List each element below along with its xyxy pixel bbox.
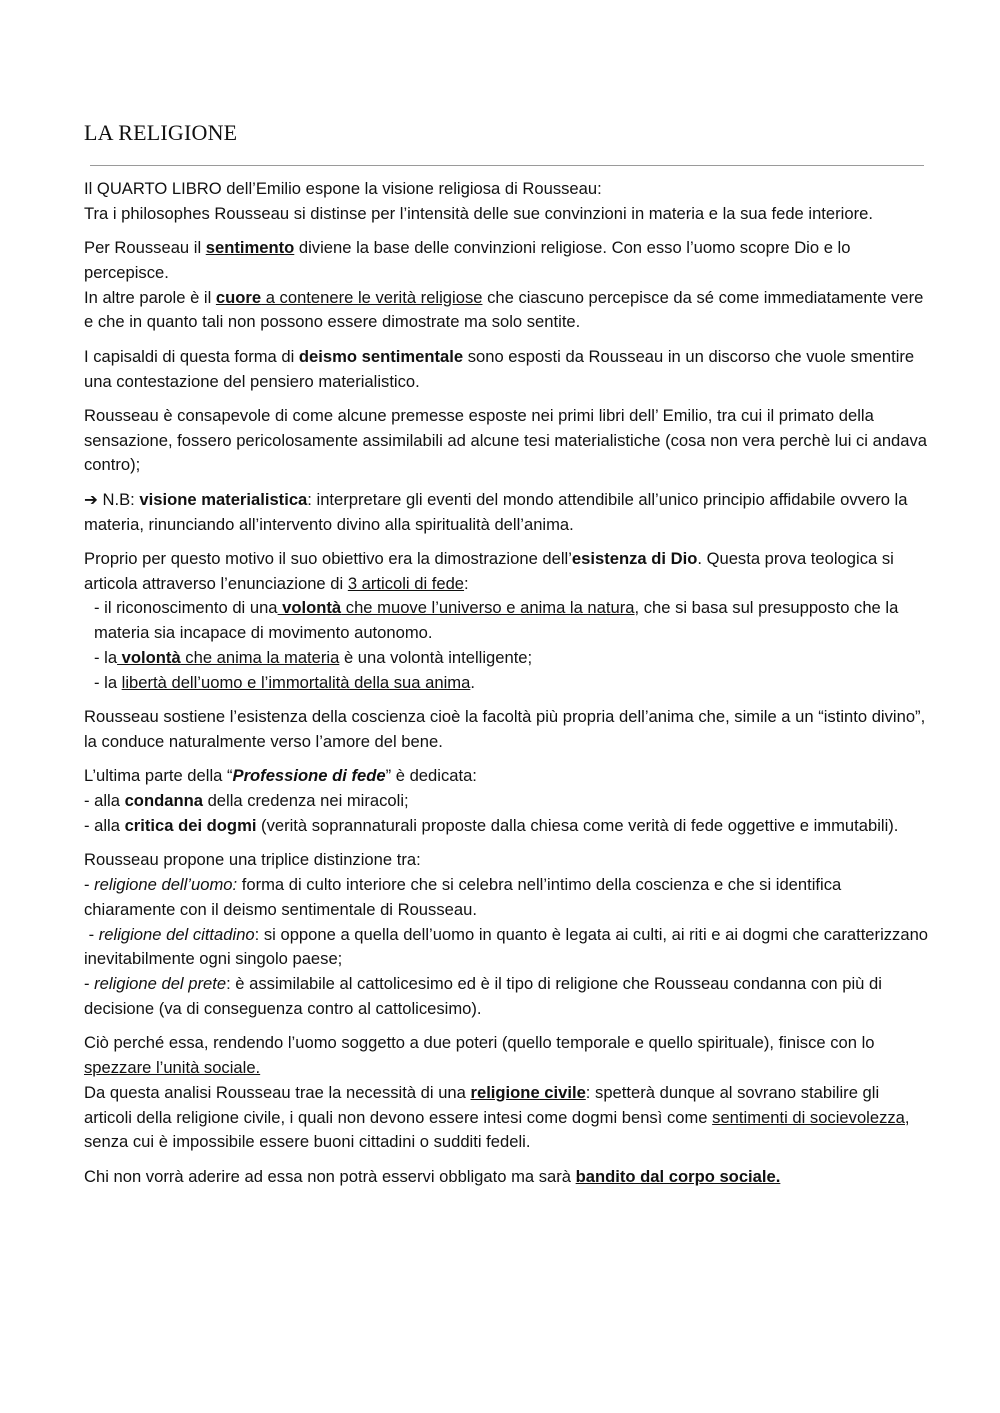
paragraph-intro: Il QUARTO LIBRO dell’Emilio espone la visione religiosa di Rousseau: Tra i philosophes Rousseau si distinse per l’intensità delle sue convinzioni in materia e la sua fede interiore. [84,179,873,223]
paragraph-religione-civile: Ciò perché essa, rendendo l’uomo soggetto a due poteri (quello temporale e quello spirituale), finisce con lo spezzare l’unità sociale. Da questa analisi Rousseau trae la necessità di una religione civile: spetterà dunque al sovrano stabilire gli articoli della religione civile, i quali non devono essere intesi come dogmi bensì come sentimenti di socievolezza, senza cui è impossibile essere buoni cittadini o sudditi fedeli. [84,1033,910,1152]
paragraph-conclusione: Chi non vorrà aderire ad essa non potrà esservi obbligato ma sarà bandito dal corpo sociale. [84,1166,781,1186]
paragraph-sentimento: Per Rousseau il sentimento diviene la base delle convinzioni religiose. Con esso l’uomo scopre Dio e lo percepisce. In altre parole è il cuore a contenere le verità religiose che ciascuno percepisce da sé come immediatamente vere e che in quanto tali non possono essere dimostrate ma solo sentite. [84,238,924,332]
paragraph-coscienza: Rousseau sostiene l’esistenza della coscienza cioè la facoltà più propria dell’anima che, simile a un “istinto divino”, la conduce naturalmente verso l’amore del bene. [84,707,926,751]
paragraph-deismo: I capisaldi di questa forma di deismo sentimentale sono esposti da Rousseau in un discorso che vuole smentire una contestazione del pensiero materialistico. [84,346,915,391]
list-item: - il riconoscimento di una volontà che muove l’universo e anima la natura, che si basa sul presupposto che la materia sia incapace di movimento autonomo. [94,598,899,643]
keyword-deismo-sentimentale: deismo sentimentale [298,346,464,366]
paragraph-professione-di-fede: L’ultima parte della “Professione di fede” è dedicata: - alla condanna della credenza nei miracoli; - alla critica dei dogmi (verità soprannaturali proposte dalla chiesa come verità di fede oggettive e immutabili). [84,766,899,835]
keyword-visione-materialistica: visione materialistica [139,489,308,509]
keyword-religione-civile: religione civile [470,1082,586,1102]
list-item: - la libertà dell’uomo e l’immortalità della sua anima. [94,672,475,692]
keyword-sentimento: sentimento [205,238,295,258]
keyword-articoli-di-fede: 3 articoli di fede [347,573,465,593]
keyword-professione-di-fede: Professione di fede [232,766,386,786]
keyword-esistenza-di-dio: esistenza di Dio [571,548,698,568]
list-item: - la volontà che anima la materia è una volontà intelligente; [94,648,533,668]
paragraph-esistenza-dio: Proprio per questo motivo il suo obiettivo era la dimostrazione dell’esistenza di Dio. Questa prova teologica si articola attraverso l’enunciazione di 3 articoli di fede: - il riconoscimento di una volontà che muove l’universo e anima la natura, che si basa sul presupposto che la materia sia incapace di movimento autonomo. - la volontà che anima la materia è una volontà intelligente; - la libertà dell’uomo e l’immortalità della sua anima. [84,547,929,696]
keyword-cuore: cuore [215,287,262,307]
paragraph-emilio: Rousseau è consapevole di come alcune premesse esposte nei primi libri dell’ Emilio, tra cui il primato della sensazione, fossero pericolosamente assimilabili ad alcune tesi materialistiche (cosa non vera perchè lui ci andava contro); [84,405,928,475]
paragraph-nb: ➔ N.B: visione materialistica: interpretare gli eventi del mondo attendibile all’unico principio affidabile ovvero la materia, rinunciando all’intervento divino alla spiritualità dell’anima. [84,489,908,534]
keyword-bandito: bandito dal corpo sociale. [575,1166,781,1186]
document-body [84,177,929,1199]
paragraph-triplice-distinzione: Rousseau propone una triplice distinzione tra: - religione dell’uomo: forma di culto interiore che si celebra nell’intimo della coscienza e che si identifica chiaramente con il deismo sentimentale di Rousseau. - religione del cittadino: si oppone a quella dell’uomo in quanto è legata ai culti, ai riti e ai dogmi che caratterizzano inevitabilmente ogni singolo paese; - religione del prete: è assimilabile al cattolicesimo ed è il tipo di religione che Rousseau condanna con più di decisione (va di conseguenza contro al cattolicesimo). [84,850,929,1018]
arrow-icon: ➔ N.B: [84,489,140,509]
page-title: LA RELIGIONE [84,120,238,145]
title-divider [90,165,924,166]
